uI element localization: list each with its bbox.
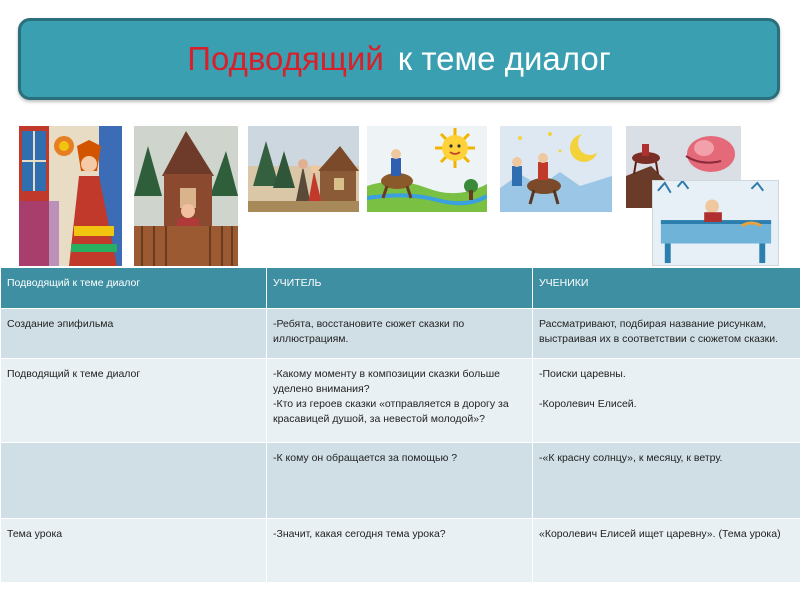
- students-line: -Поиски царевны.: [539, 368, 626, 380]
- cell-students: [533, 359, 800, 443]
- cell-teacher: [267, 519, 533, 583]
- students-line: -Королевич Елисей.: [539, 398, 637, 410]
- cell-stage: Тема урока: [1, 519, 267, 583]
- students-line: -«К красну солнцу», к месяцу, к ветру.: [539, 452, 723, 464]
- title-highlight: Подводящий: [187, 40, 384, 77]
- lesson-table: [0, 267, 800, 583]
- cell-students: [533, 309, 800, 359]
- illustration-tower-house: [134, 126, 238, 266]
- students-line: «Королевич Елисей ищет царевну». (Тема урока): [539, 528, 781, 540]
- table-header-row: [1, 268, 800, 309]
- table-row: [1, 443, 800, 519]
- cell-students: [533, 519, 800, 583]
- cell-stage: Подводящий к теме диалог: [1, 359, 267, 443]
- teacher-line: -К кому он обращается за помощью ?: [273, 452, 458, 464]
- header-teacher: УЧИТЕЛЬ: [267, 268, 533, 309]
- header-stage: Подводящий к теме диалог: [1, 268, 267, 309]
- illustration-rider-moon: [500, 126, 612, 212]
- cell-teacher: [267, 309, 533, 359]
- cell-teacher: [267, 443, 533, 519]
- illustration-crystal-coffin: [652, 180, 779, 266]
- students-line: Рассматривают, подбирая название рисункам, выстраивая их в соответствии с сюжетом сказки.: [539, 318, 779, 345]
- header-students: УЧЕНИКИ: [533, 268, 800, 309]
- slide-title: [18, 18, 780, 100]
- cell-stage: [1, 443, 267, 519]
- illustration-rider-sun: [367, 126, 487, 212]
- illustration-village-scene: [248, 126, 359, 212]
- table-row: [1, 519, 800, 583]
- title-rest: к теме диалог: [397, 40, 611, 77]
- teacher-line: -Какому моменту в композиции сказки больше уделено внимания?: [273, 368, 501, 395]
- teacher-line: -Кто из героев сказки «отправляется в дорогу за красавицей душой, за невестой молодой»?: [273, 398, 509, 425]
- cell-teacher: [267, 359, 533, 443]
- illustration-tsarevna-window: [19, 126, 122, 266]
- teacher-line: -Ребята, восстановите сюжет сказки по иллюстрациям.: [273, 318, 465, 345]
- table-row: [1, 309, 800, 359]
- table-row: [1, 359, 800, 443]
- teacher-line: -Значит, какая сегодня тема урока?: [273, 528, 446, 540]
- cell-stage: Создание эпифильма: [1, 309, 267, 359]
- cell-students: [533, 443, 800, 519]
